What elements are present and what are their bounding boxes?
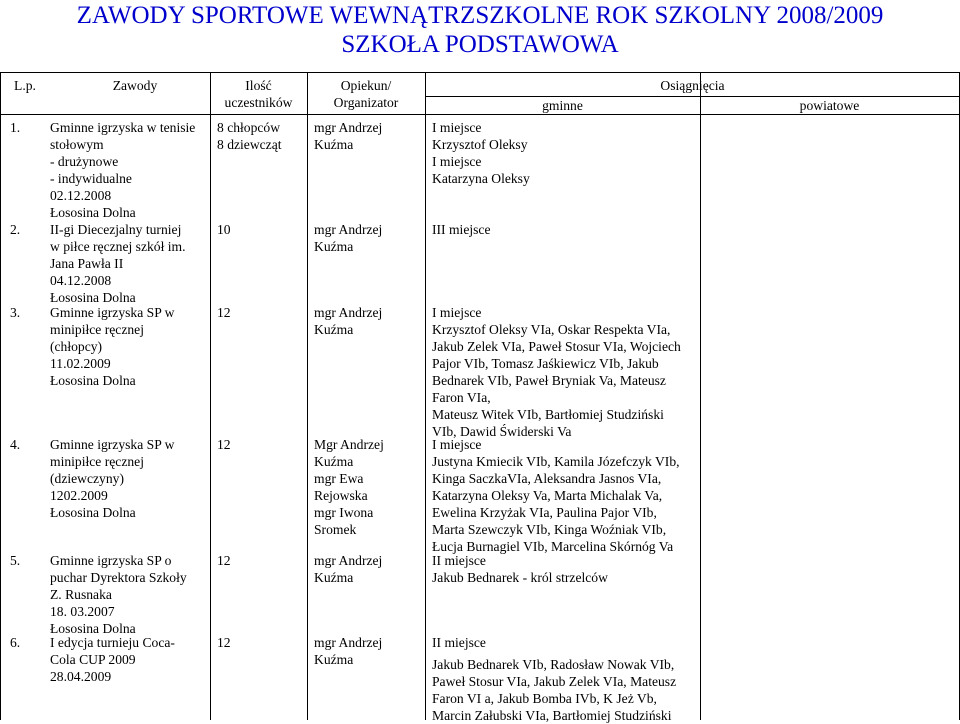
header-opiekun: Opiekun/ Organizator (333, 78, 399, 110)
gminne-cell: I miejsce Krzysztof Oleksy VIa, Oskar Respekta VIa, Jakub Zelek VIa, Paweł Stosur VIa, Wojciech Pajor VIb, Tomasz Jaśkiewicz VIb, Jakub Bednarek VIb, Paweł Bryniak Va, Mateusz Faron VIa, Mateusz Witek VIb, Bartłomiej Studziński VIb, Dawid Świderski Va (432, 305, 681, 439)
row-number: 3. (10, 305, 21, 320)
competition-cell: I edycja turnieju Coca- Cola CUP 2009 28.04.2009 (50, 635, 175, 684)
participants-cell: 8 chłopców 8 dziewcząt (217, 120, 282, 152)
row-number: 6. (10, 635, 21, 650)
organizer-cell: mgr Andrzej Kuźma (314, 120, 383, 152)
competition-cell: II-gi Diecezjalny turniej w piłce ręcznej szkół im. Jana Pawła II 04.12.2008 Łososina Dolna (50, 222, 186, 305)
page-title: ZAWODY SPORTOWE WEWNĄTRZSZKOLNE ROK SZKOLNY 2008/2009 (76, 2, 884, 29)
organizer-cell: mgr Andrzej Kuźma (314, 635, 383, 667)
gminne-cell: III miejsce (432, 222, 491, 237)
page-subtitle: SZKOŁA PODSTAWOWA (341, 31, 619, 58)
header-powiatowe: powiatowe (799, 98, 860, 113)
participants-cell: 12 (217, 305, 231, 320)
competition-cell: Gminne igrzyska SP o puchar Dyrektora Szkoły Z. Rusnaka 18. 03.2007 Łososina Dolna (50, 553, 187, 636)
row-number: 5. (10, 553, 21, 568)
participants-cell: 12 (217, 553, 231, 568)
gminne-cell: II miejsce Jakub Bednarek VIb, Radosław Nowak VIb, Paweł Stosur VIa, Jakub Zelek VIa, Mateusz Faron VI a, Jakub Bomba IVb, K Jeż Vb, Marcin Załubski VIa, Bartłomiej Studziński (432, 635, 677, 723)
row-number: 4. (10, 437, 21, 452)
organizer-cell: Mgr Andrzej Kuźma mgr Ewa Rejowska mgr Iwona Sromek (314, 437, 384, 537)
organizer-cell: mgr Andrzej Kuźma (314, 305, 383, 337)
competition-cell: Gminne igrzyska SP w minipiłce ręcznej (chłopcy) 11.02.2009 Łososina Dolna (50, 305, 175, 388)
gminne-cell: I miejsce Krzysztof Oleksy I miejsce Katarzyna Oleksy (432, 120, 530, 186)
header-gminne: gminne (542, 98, 583, 113)
participants-cell: 10 (217, 222, 231, 237)
gminne-cell: I miejsce Justyna Kmiecik VIb, Kamila Józefczyk VIb, Kinga SaczkaVIa, Aleksandra Jasnos VIa, Katarzyna Oleksy Va, Marta Michalak Va, Ewelina Krzyżak VIa, Paulina Pajor VIb, Marta Szewczyk VIb, Kinga Woźniak VIb, Łucja Burnagiel VIb, Marcelina Skórnóg Va (432, 437, 680, 554)
header-ilosc: Ilość uczestników (224, 78, 293, 110)
row-number: 2. (10, 222, 21, 237)
row-number: 1. (10, 120, 21, 135)
participants-cell: 12 (217, 437, 231, 452)
header-lp: L.p. (14, 78, 36, 93)
competition-cell: Gminne igrzyska SP w minipiłce ręcznej (dziewczyny) 1202.2009 Łososina Dolna (50, 437, 175, 520)
organizer-cell: mgr Andrzej Kuźma (314, 553, 383, 585)
header-zawody: Zawody (112, 78, 158, 93)
competition-cell: Gminne igrzyska w tenisie stołowym - drużynowe - indywidualne 02.12.2008 Łososina Dolna (50, 120, 196, 220)
organizer-cell: mgr Andrzej Kuźma (314, 222, 383, 254)
participants-cell: 12 (217, 635, 231, 650)
header-osiagniecia: Osiągnięcia (660, 78, 725, 93)
gminne-cell: II miejsce Jakub Bednarek - król strzelców (432, 553, 608, 585)
